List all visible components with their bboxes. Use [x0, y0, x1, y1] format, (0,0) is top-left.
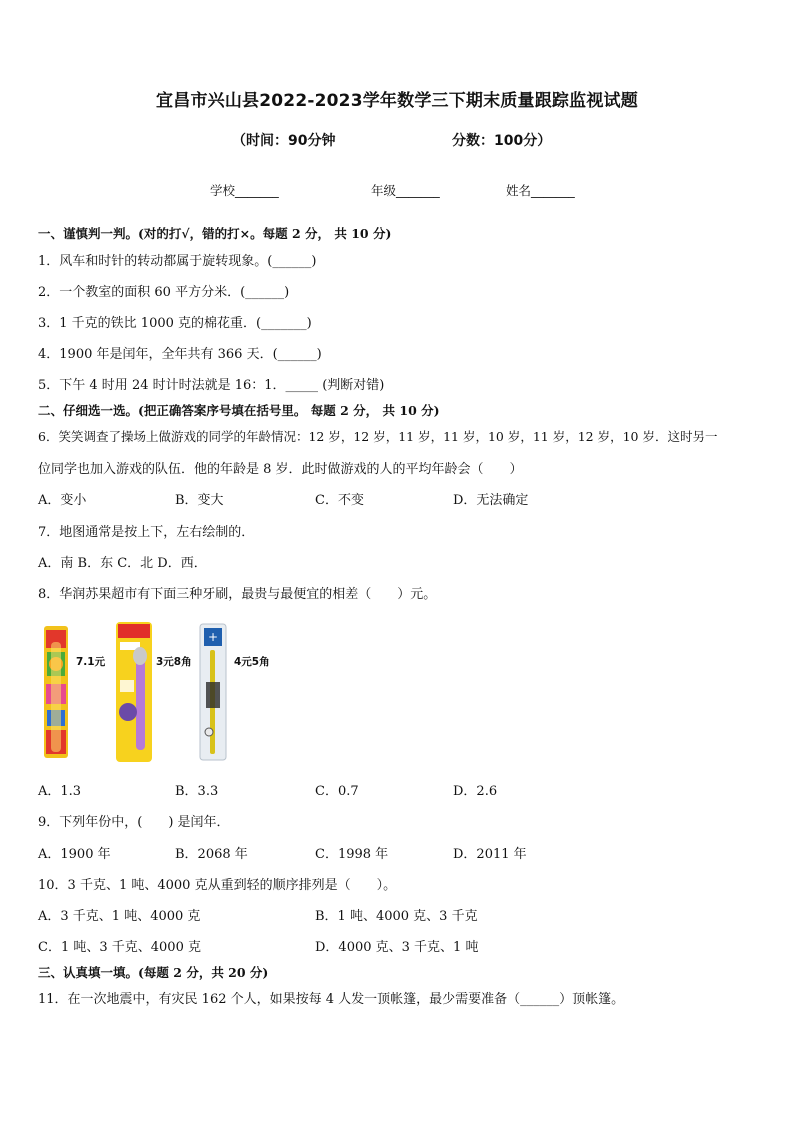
svg-text:+: + [207, 630, 219, 644]
question-5: 5．下午 4 时用 24 时计时法就是 16：1．_____ (判断对错) [38, 378, 385, 393]
q9-option-b[interactable]: B．2068 年 [175, 847, 248, 862]
q9-option-d[interactable]: D．2011 年 [453, 847, 527, 862]
question-3: 3．1 千克的铁比 1000 克的棉花重．(_______) [38, 316, 312, 331]
price-brush-3: 4元5角 [234, 656, 270, 668]
question-8: 8．华润苏果超市有下面三种牙刷，最贵与最便宜的相差（ ）元。 [38, 587, 437, 602]
grade-field[interactable]: 年级_______ [371, 183, 440, 198]
q8-option-a[interactable]: A．1.3 [38, 784, 82, 799]
price-brush-1: 7.1元 [76, 656, 106, 668]
q8-option-d[interactable]: D．2.6 [453, 784, 498, 799]
q6-option-a[interactable]: A．变小 [38, 493, 87, 508]
q9-option-a[interactable]: A．1900 年 [38, 847, 111, 862]
section-2-title: 二、仔细选一选。(把正确答案序号填在括号里。 每题 2 分， 共 10 分) [38, 403, 440, 418]
section-3-title: 三、认真填一填。(每题 2 分，共 20 分) [38, 965, 269, 980]
exam-title: 宜昌市兴山县2022-2023学年数学三下期末质量跟踪监视试题 [156, 91, 638, 111]
toothbrush-2-image [114, 620, 154, 765]
q6-option-b[interactable]: B．变大 [175, 493, 224, 508]
question-10: 10．3 千克、1 吨、4000 克从重到轻的顺序排列是（ ）。 [38, 878, 397, 893]
exam-score: 分数：100分） [452, 133, 552, 149]
question-7: 7．地图通常是按上下，左右绘制的． [38, 525, 255, 540]
price-brush-2: 3元8角 [156, 656, 192, 668]
question-6-line1: 6．笑笑调查了操场上做游戏的同学的年龄情况：12 岁，12 岁，11 岁，11 岁，10 岁，11 岁，12 岁，10 岁．这时另一 [38, 429, 718, 444]
q10-option-c[interactable]: C．1 吨、3 千克、4000 克 [38, 940, 201, 955]
school-field[interactable]: 学校_______ [210, 183, 279, 198]
question-2: 2．一个教室的面积 60 平方分米．(______) [38, 285, 290, 300]
q6-option-d[interactable]: D．无法确定 [453, 493, 529, 508]
question-11: 11．在一次地震中，有灾民 162 个人，如果按每 4 人发一顶帐篷，最少需要准备（______）顶帐篷。 [38, 992, 625, 1007]
q10-option-a[interactable]: A．3 千克、1 吨、4000 克 [38, 909, 201, 924]
q8-option-c[interactable]: C．0.7 [315, 784, 359, 799]
question-1: 1．风车和时针的转动都属于旋转现象。(______) [38, 254, 317, 269]
question-6-line2: 位同学也加入游戏的队伍．他的年龄是 8 岁．此时做游戏的人的平均年龄会（ ） [38, 462, 523, 477]
toothbrush-images [38, 620, 298, 765]
q6-option-c[interactable]: C．不变 [315, 493, 364, 508]
toothbrush-3-image [198, 622, 228, 762]
question-9: 9．下列年份中，( ) 是闰年． [38, 815, 230, 830]
toothbrush-1-image [38, 622, 74, 762]
q10-option-d[interactable]: D．4000 克、3 千克、1 吨 [315, 940, 479, 955]
name-field[interactable]: 姓名_______ [506, 183, 575, 198]
q8-option-b[interactable]: B．3.3 [175, 784, 219, 799]
question-4: 4．1900 年是闰年，全年共有 366 天．(______) [38, 347, 322, 362]
q10-option-b[interactable]: B．1 吨、4000 克、3 千克 [315, 909, 478, 924]
exam-time: （时间：90分钟 [232, 133, 336, 149]
q9-option-c[interactable]: C．1998 年 [315, 847, 389, 862]
section-1-title: 一、谨慎判一判。(对的打√，错的打×。每题 2 分， 共 10 分) [38, 226, 392, 241]
q7-options[interactable]: A．南 B．东 C．北 D．西． [38, 556, 207, 571]
